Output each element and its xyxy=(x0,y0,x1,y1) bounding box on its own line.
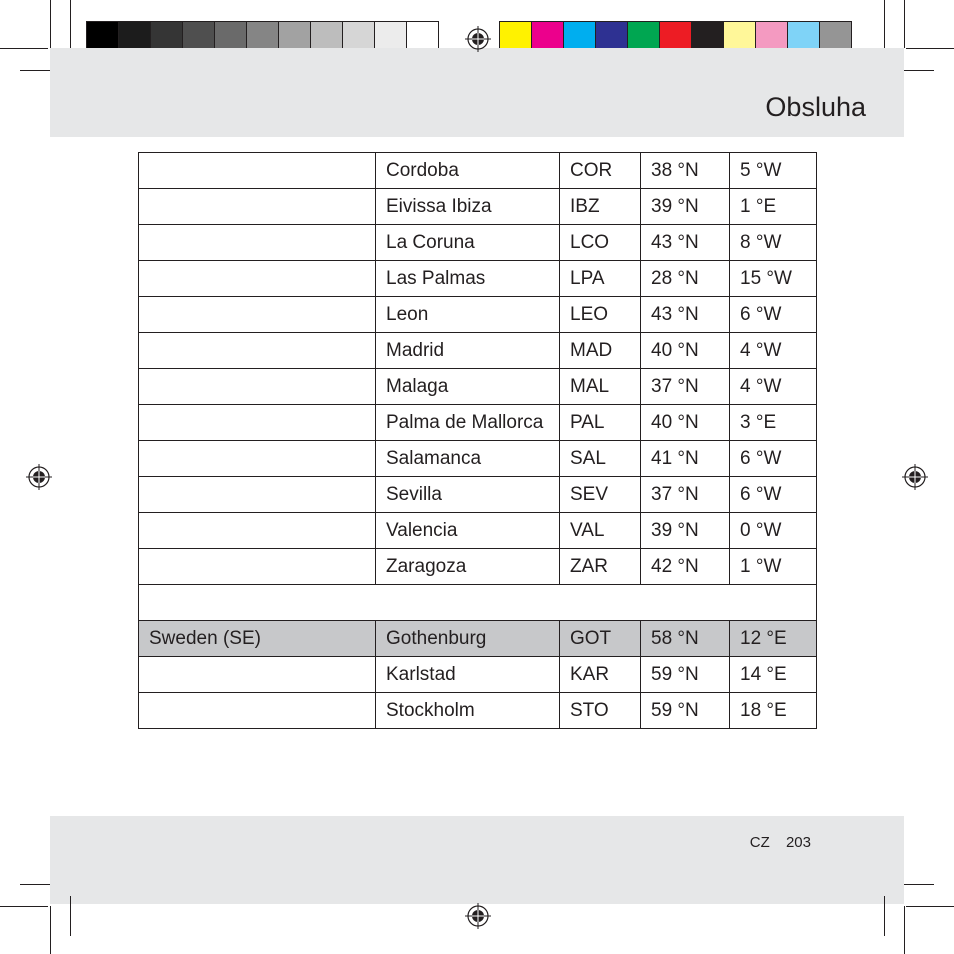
lon-cell: 18 °E xyxy=(730,693,817,729)
table-row xyxy=(139,549,817,585)
crop-mark xyxy=(50,906,51,954)
code-cell: PAL xyxy=(560,405,641,441)
country-cell xyxy=(139,441,376,477)
lat-cell: 43 °N xyxy=(641,297,730,333)
code-cell: IBZ xyxy=(560,189,641,225)
lon-cell: 8 °W xyxy=(730,225,817,261)
lon-cell: 14 °E xyxy=(730,657,817,693)
code-cell: MAL xyxy=(560,369,641,405)
crop-mark xyxy=(884,896,885,936)
crop-mark xyxy=(906,906,954,907)
city-cell: Valencia xyxy=(376,513,560,549)
lon-cell: 6 °W xyxy=(730,477,817,513)
lon-cell: 1 °E xyxy=(730,189,817,225)
country-cell xyxy=(139,477,376,513)
lat-cell: 39 °N xyxy=(641,513,730,549)
code-cell: GOT xyxy=(560,621,641,657)
country-cell: Sweden (SE) xyxy=(139,621,376,657)
crop-mark xyxy=(904,70,934,71)
code-cell: KAR xyxy=(560,657,641,693)
city-cell: Leon xyxy=(376,297,560,333)
lat-cell: 41 °N xyxy=(641,441,730,477)
code-cell: SAL xyxy=(560,441,641,477)
table-row xyxy=(139,369,817,405)
lat-cell: 58 °N xyxy=(641,621,730,657)
country-cell xyxy=(139,189,376,225)
lat-cell: 40 °N xyxy=(641,333,730,369)
lat-cell: 59 °N xyxy=(641,657,730,693)
code-cell: ZAR xyxy=(560,549,641,585)
code-cell: VAL xyxy=(560,513,641,549)
lat-cell: 37 °N xyxy=(641,477,730,513)
lat-cell: 43 °N xyxy=(641,225,730,261)
city-cell: Eivissa Ibiza xyxy=(376,189,560,225)
code-cell: STO xyxy=(560,693,641,729)
lon-cell: 4 °W xyxy=(730,333,817,369)
city-cell: La Coruna xyxy=(376,225,560,261)
crop-mark xyxy=(70,0,71,48)
crop-mark xyxy=(906,48,954,49)
code-cell: SEV xyxy=(560,477,641,513)
lat-cell: 28 °N xyxy=(641,261,730,297)
country-cell xyxy=(139,513,376,549)
crop-mark xyxy=(20,884,50,885)
table-row xyxy=(139,189,817,225)
table-row xyxy=(139,477,817,513)
city-cell: Stockholm xyxy=(376,693,560,729)
lat-cell: 40 °N xyxy=(641,405,730,441)
table-row xyxy=(139,261,817,297)
code-cell: COR xyxy=(560,153,641,189)
country-cell xyxy=(139,261,376,297)
table-row xyxy=(139,405,817,441)
lon-cell: 6 °W xyxy=(730,441,817,477)
city-cell: Malaga xyxy=(376,369,560,405)
country-cell xyxy=(139,693,376,729)
lat-cell: 39 °N xyxy=(641,189,730,225)
code-cell: LPA xyxy=(560,261,641,297)
table-row xyxy=(139,441,817,477)
city-cell: Gothenburg xyxy=(376,621,560,657)
city-cell: Sevilla xyxy=(376,477,560,513)
crop-mark xyxy=(50,0,51,48)
lon-cell: 6 °W xyxy=(730,297,817,333)
lon-cell: 5 °W xyxy=(730,153,817,189)
crop-mark xyxy=(904,906,905,954)
table-row xyxy=(139,225,817,261)
city-cell: Karlstad xyxy=(376,657,560,693)
lat-cell: 37 °N xyxy=(641,369,730,405)
lon-cell: 4 °W xyxy=(730,369,817,405)
cities-table xyxy=(138,152,817,729)
city-cell: Cordoba xyxy=(376,153,560,189)
page-number: 203 xyxy=(785,834,811,851)
lon-cell: 12 °E xyxy=(730,621,817,657)
lat-cell: 59 °N xyxy=(641,693,730,729)
spacer-cell xyxy=(139,585,817,621)
crop-mark xyxy=(20,70,50,71)
code-cell: LEO xyxy=(560,297,641,333)
registration-mark-icon xyxy=(902,464,928,490)
country-cell xyxy=(139,153,376,189)
code-cell: LCO xyxy=(560,225,641,261)
language-code: CZ xyxy=(749,834,770,851)
table-row xyxy=(139,657,817,693)
footer-band xyxy=(50,816,904,904)
lon-cell: 0 °W xyxy=(730,513,817,549)
code-cell: MAD xyxy=(560,333,641,369)
city-cell: Palma de Mallorca xyxy=(376,405,560,441)
page-title: Obsluha xyxy=(765,92,866,122)
lon-cell: 3 °E xyxy=(730,405,817,441)
city-cell: Madrid xyxy=(376,333,560,369)
country-cell xyxy=(139,369,376,405)
lon-cell: 15 °W xyxy=(730,261,817,297)
country-cell xyxy=(139,405,376,441)
page-reference xyxy=(750,834,811,851)
country-cell xyxy=(139,549,376,585)
lat-cell: 38 °N xyxy=(641,153,730,189)
lat-cell: 42 °N xyxy=(641,549,730,585)
crop-mark xyxy=(904,884,934,885)
crop-mark xyxy=(904,0,905,48)
country-cell xyxy=(139,657,376,693)
country-cell xyxy=(139,297,376,333)
table-row xyxy=(139,153,817,189)
city-cell: Zaragoza xyxy=(376,549,560,585)
city-cell: Salamanca xyxy=(376,441,560,477)
table-row xyxy=(139,333,817,369)
country-cell xyxy=(139,333,376,369)
registration-mark-icon xyxy=(465,26,491,52)
crop-mark xyxy=(70,896,71,936)
city-cell: Las Palmas xyxy=(376,261,560,297)
table-row xyxy=(139,621,817,657)
crop-mark xyxy=(0,48,48,49)
registration-mark-icon xyxy=(465,903,491,929)
registration-mark-icon xyxy=(26,464,52,490)
table-row xyxy=(139,585,817,621)
country-cell xyxy=(139,225,376,261)
table-row xyxy=(139,693,817,729)
crop-mark xyxy=(0,906,48,907)
lon-cell: 1 °W xyxy=(730,549,817,585)
crop-mark xyxy=(884,0,885,48)
table-row xyxy=(139,297,817,333)
table-row xyxy=(139,513,817,549)
